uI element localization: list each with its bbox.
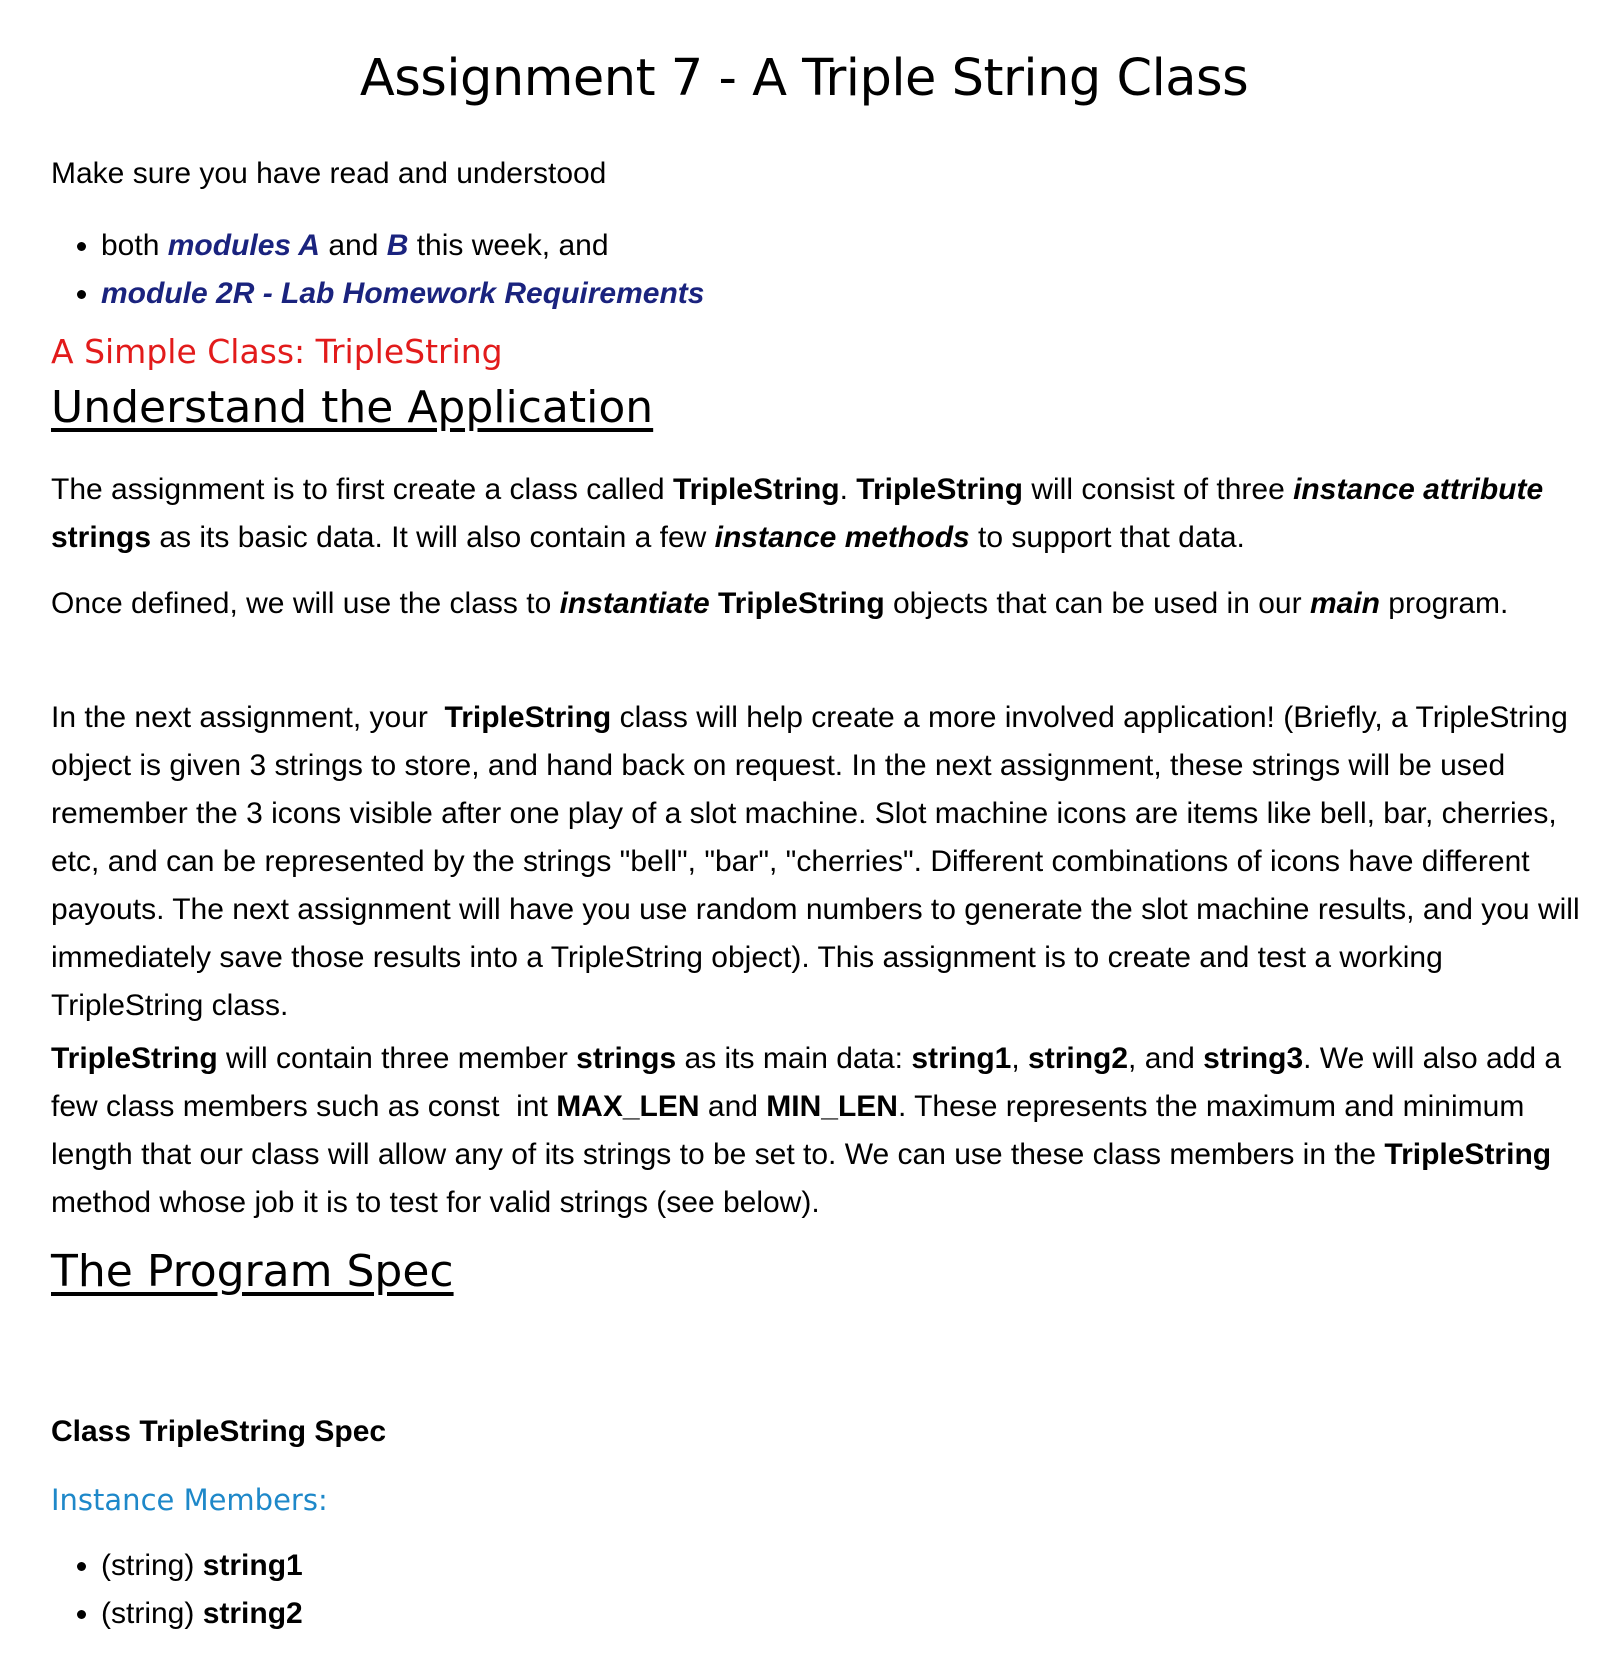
text-run: The assignment is to first create a class called <box>51 473 673 506</box>
section-heading-program-spec: The Program Spec <box>51 1246 454 1297</box>
text-run: MIN_LEN <box>766 1090 898 1123</box>
module-b-link[interactable]: B <box>386 229 409 262</box>
subheading-simple-class: A Simple Class: TripleString <box>51 332 503 371</box>
text-run: will consist of three <box>1022 473 1294 506</box>
intro-text: Make sure you have read and understood <box>51 157 607 190</box>
text-run: string3 <box>1203 1042 1304 1075</box>
list-item <box>101 1542 303 1590</box>
list-item <box>101 270 704 318</box>
text-run: In the next assignment, your <box>51 701 445 734</box>
text-run: TripleString <box>51 1042 218 1075</box>
text-run: . These represents the maximum and minimum length that our class will allow any of its strings to be set to. We can use these class members in the <box>51 1090 1525 1171</box>
member-name: string2 <box>202 1597 303 1630</box>
text-run: class will help create a more involved application! (Briefly, a TripleString object is given 3 strings to store, and hand back on request. In the next assignment, these strings will be used remember the 3 icons visible after one play of a slot machine. Slot machine icons are items like bell, bar, cherries, etc, and can be represented by the strings "bell", "bar", "cherries". Different combinations of icons have different payouts. The next assignment will have you use random numbers to generate the slot machine results, and you will immediately save those results into a TripleString object). This assignment is to create and test a working TripleString class. <box>51 701 1580 1022</box>
text-run: TripleString <box>444 701 612 734</box>
spec-title: Class TripleString Spec <box>51 1415 387 1448</box>
text-run <box>710 587 718 620</box>
text-run: method whose job it is to test for valid strings (see below). <box>51 1186 820 1219</box>
text-run: , and <box>1128 1042 1204 1075</box>
text-run: strings <box>51 521 152 554</box>
members-list <box>51 1542 303 1638</box>
paragraph-4 <box>51 1035 1581 1227</box>
member-name: string1 <box>202 1549 303 1582</box>
text-run: as its basic data. It will also contain a few <box>151 521 715 554</box>
text-run: . We will also add a few class members such as const int <box>51 1042 1570 1123</box>
text-run: and <box>699 1090 767 1123</box>
member-type: (string) <box>101 1549 203 1582</box>
text-run: MAX_LEN <box>556 1090 700 1123</box>
req-text: this week, and <box>408 229 609 262</box>
paragraph-3 <box>51 694 1581 1030</box>
paragraph-1 <box>51 466 1581 562</box>
page-title: Assignment 7 - A Triple String Class <box>359 49 1249 108</box>
req-text: and <box>319 229 387 262</box>
text-run: TripleString <box>717 587 885 620</box>
requirements-list <box>51 222 704 318</box>
text-run: string1 <box>911 1042 1012 1075</box>
text-run: will contain three member <box>217 1042 577 1075</box>
text-run: strings <box>576 1042 677 1075</box>
text-run: to support that data. <box>969 521 1245 554</box>
text-run: TripleString <box>856 473 1023 506</box>
instance-members-heading: Instance Members: <box>51 1483 328 1517</box>
text-run: , <box>1011 1042 1029 1075</box>
text-run: objects that can be used in our <box>884 587 1310 620</box>
text-run: instantiate <box>559 587 710 620</box>
list-item <box>101 222 704 270</box>
text-run: Once defined, we will use the class to <box>51 587 560 620</box>
text-run: instance attribute <box>1293 473 1544 506</box>
text-run: TripleString <box>672 473 840 506</box>
list-item <box>101 1590 303 1638</box>
module-2r-link[interactable]: module 2R - Lab Homework Requirements <box>101 277 705 310</box>
member-type: (string) <box>101 1597 203 1630</box>
text-run: . <box>839 473 857 506</box>
text-run: as its main data: <box>676 1042 912 1075</box>
text-run: instance methods <box>714 521 970 554</box>
modules-a-link[interactable]: modules A <box>167 229 320 262</box>
text-run: program. <box>1379 587 1509 620</box>
text-run: TripleString <box>1384 1138 1552 1171</box>
text-run: main <box>1309 587 1380 620</box>
req-text: both <box>101 229 168 262</box>
section-heading-understand: Understand the Application <box>51 382 654 433</box>
paragraph-2 <box>51 580 1581 628</box>
text-run: string2 <box>1028 1042 1129 1075</box>
